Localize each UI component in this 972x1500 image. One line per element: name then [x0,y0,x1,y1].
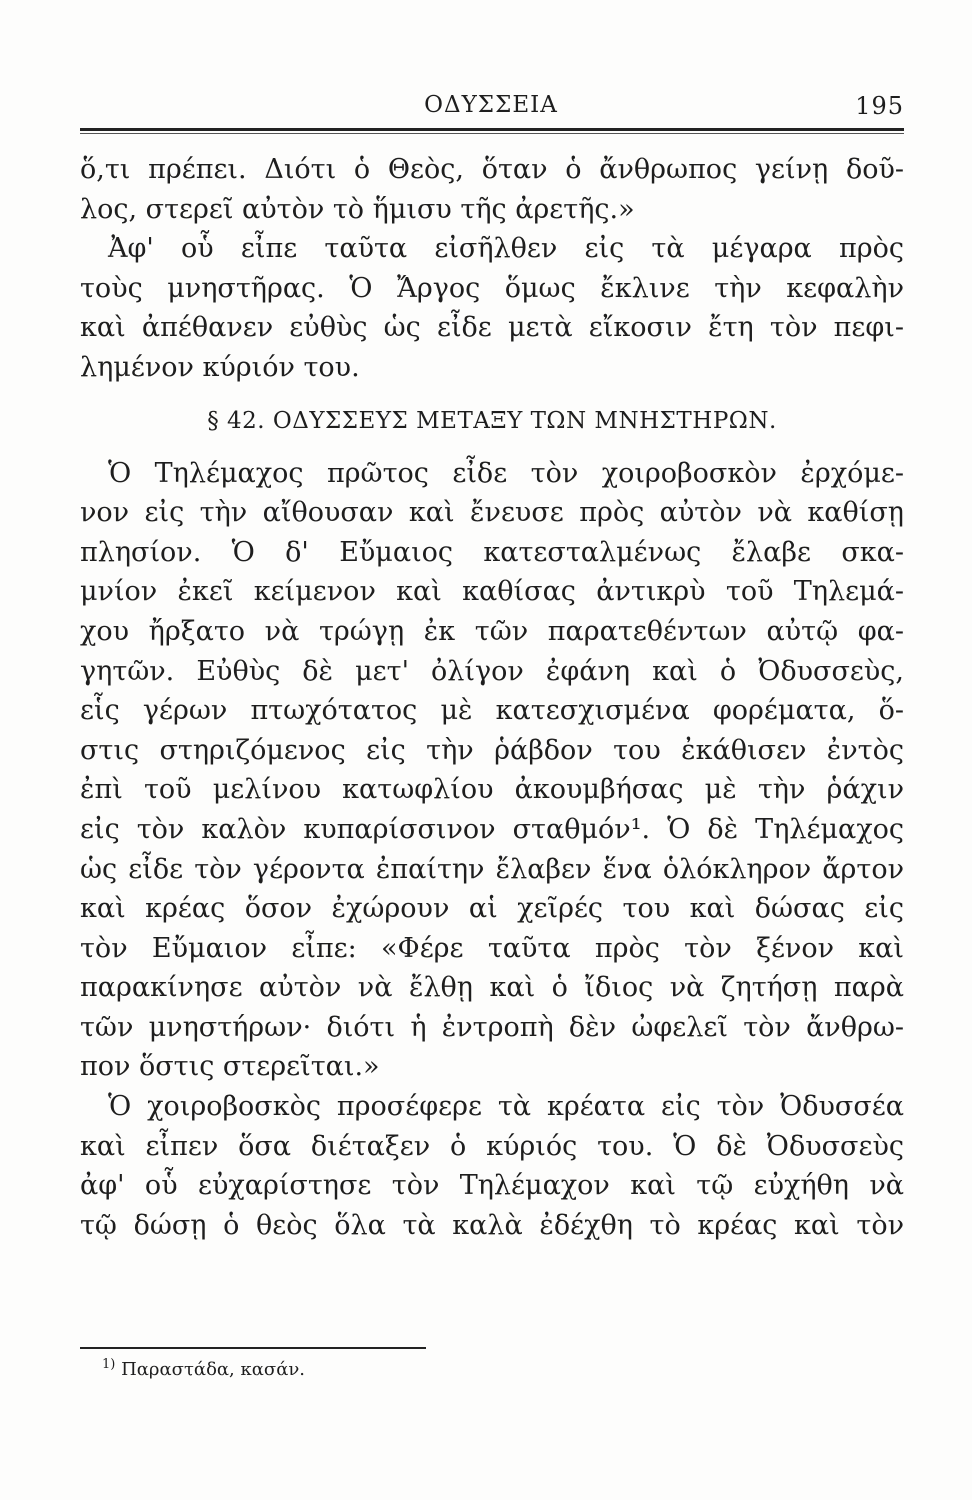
text-line: Ὁ Τηλέμαχος πρῶτος εἶδε τὸν χοιροβοσκὸν ἐρχόμε- [108,457,904,489]
text-line: πλησίον. Ὁ δ' Εὔμαιος κατεσταλμένως ἔλαβε σκα- [80,536,904,568]
text-line: Ὁ χοιροβοσκὸς προσέφερε τὰ κρέατα εἰς τὸν Ὀδυσσέα [108,1091,904,1123]
text-line: ἐπὶ τοῦ μελίνου κατωφλίου ἀκουμβήσας μὲ τὴν ῥάχιν [80,774,904,806]
text-line: καὶ κρέας ὅσον ἐχώρουν αἱ χεῖρές του καὶ δώσας εἰς [80,893,904,925]
text-line: ὡς εἶδε τὸν γέροντα ἐπαίτην ἔλαβεν ἕνα ὁλόκληρον ἄρτον [80,853,904,885]
footnote-marker: 1) [102,1357,116,1372]
text-line: ὅ,τι πρέπει. Διότι ὁ Θεὸς, ὅταν ὁ ἄνθρωπος γείνῃ δοῦ- [80,154,904,185]
text-line: ἀφ' οὗ εὐχαρίστησε τὸν Τηλέμαχον καὶ τῷ εὐχήθη νὰ [80,1170,904,1202]
text-line: εἷς γέρων πτωχότατος μὲ κατεσχισμένα φορέματα, ὅ- [80,695,904,727]
text-line: γητῶν. Εὐθὺς δὲ μετ' ὀλίγον ἐφάνη καὶ ὁ Ὀδυσσεὺς, [80,655,904,687]
text-line: καὶ εἶπεν ὅσα διέταξεν ὁ κύριός του. Ὁ δὲ Ὀδυσσεὺς [80,1130,904,1162]
text-line: νον εἰς τὴν αἴθουσαν καὶ ἔνευσε πρὸς αὐτὸν νὰ καθίσῃ [80,497,904,529]
running-title: ΟΔΥΣΣΕΙΑ [424,92,558,118]
section-heading: § 42. ΟΔΥΣΣΕΥΣ ΜΕΤΑΞΥ ΤΩΝ ΜΝΗΣΤΗΡΩΝ. [207,407,777,434]
text-line: εἰς τὸν καλὸν κυπαρίσσινον σταθμόν¹. Ὁ δὲ Τηλέμαχος [80,813,904,845]
footnote-rule [80,1347,426,1349]
text-line: χου ἤρξατο νὰ τρώγῃ ἐκ τῶν παρατεθέντων αὐτῷ φα- [80,615,904,647]
footnote [102,1352,305,1383]
text-line: μνίον ἐκεῖ κείμενον καὶ καθίσας ἀντικρὺ τοῦ Τηλεμά- [80,576,904,608]
text-line: τῶν μνηστήρων· διότι ἡ ἐντροπὴ δὲν ὠφελεῖ τὸν ἄνθρω- [80,1011,904,1043]
header-rule [80,128,904,131]
text-line: τοὺς μνηστῆρας. Ὁ Ἄργος ὅμως ἔκλινε τὴν κεφαλὴν [80,272,904,304]
text-line: λημένον κύριόν του. [80,351,360,383]
header-rule-thin [80,133,904,134]
text-line: καὶ ἀπέθανεν εὐθὺς ὡς εἶδε μετὰ εἴκοσιν ἔτη τὸν πεφι- [80,312,904,344]
footnote-text: Παραστάδα, κασάν. [121,1359,306,1380]
text-line: παρακίνησε αὐτὸν νὰ ἔλθῃ καὶ ὁ ἴδιος νὰ ζητήσῃ παρὰ [80,972,904,1004]
text-line: στις στηριζόμενος εἰς τὴν ῥάβδον του ἐκάθισεν ἐντὸς [80,734,904,766]
text-line: Ἀφ' οὗ εἶπε ταῦτα εἰσῆλθεν εἰς τὰ μέγαρα πρὸς [108,233,904,265]
body-text [80,150,904,1245]
running-head [78,92,904,126]
page-number: 195 [855,92,904,120]
text-line: πον ὅστις στερεῖται.» [80,1051,380,1083]
text-line: τὸν Εὔμαιον εἶπε: «Φέρε ταῦτα πρὸς τὸν ξένον καὶ [80,932,904,964]
text-line: τῷ δώσῃ ὁ θεὸς ὅλα τὰ καλὰ ἐδέχθη τὸ κρέας καὶ τὸν [80,1209,904,1241]
text-line: λος, στερεῖ αὐτὸν τὸ ἥμισυ τῆς ἀρετῆς.» [80,193,635,225]
